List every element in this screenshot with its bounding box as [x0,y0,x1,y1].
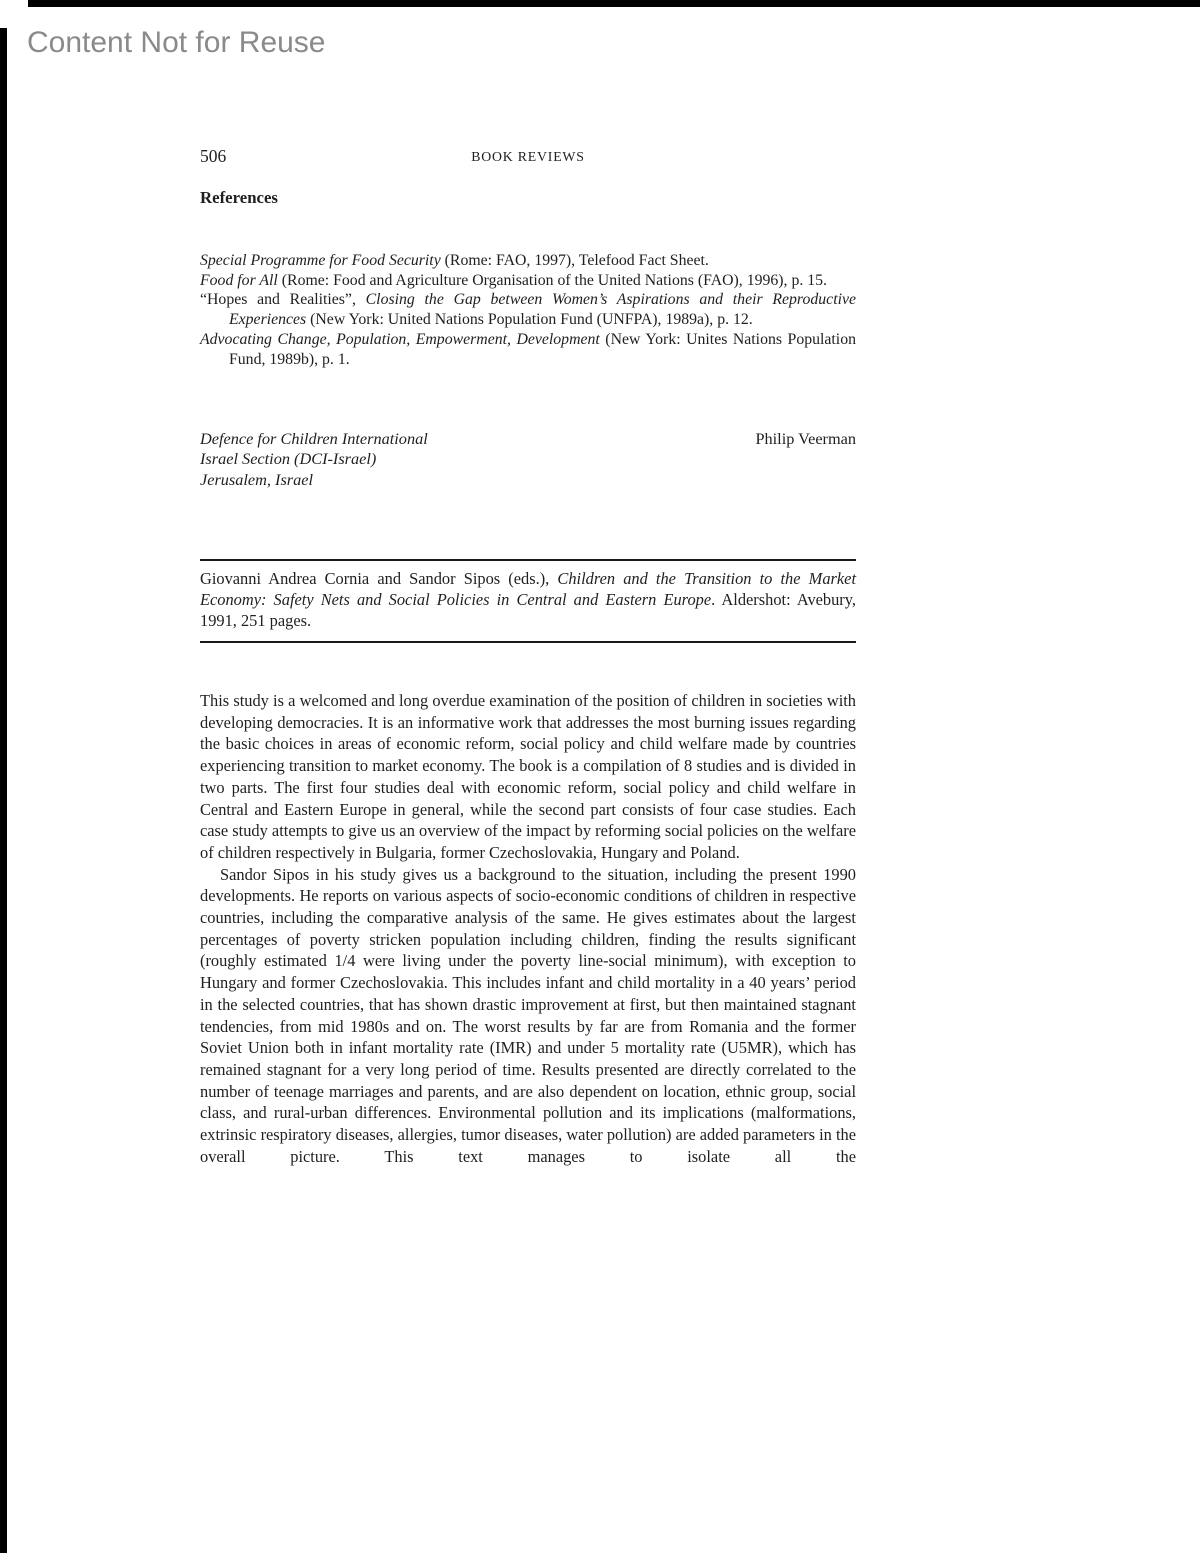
scan-edge-left [0,28,7,1553]
book-citation-block [200,559,856,643]
references-list [200,251,856,369]
affiliation-line: Jerusalem, Israel [200,469,314,489]
text-column [200,0,856,1553]
reviewer-name: Philip Veerman [755,429,856,448]
reference-entry: Special Programme for Food Security (Rome: FAO, 1997), Telefood Fact Sheet. [200,252,709,269]
reviewer-signature-block [200,429,856,490]
reference-entry: Food for All (Rome: Food and Agriculture Organisation of the United Nations (FAO), 1996), p. 15. [200,271,827,289]
review-paragraph: Sandor Sipos in his study gives us a background to the situation, including the present 1990 developments. He reports on various aspects of socio-economic conditions of children in respective countries, including the comparative analysis of the same. He gives estimates about the largest percentages of poverty stricken population including children, finding the results significant (roughly estimated 1/4 were living under the poverty line-social minimum), with exception to Hungary and former Czechoslovakia. This includes infant and child mortality in a 40 years’ period in the selected countries, that has shown drastic improvement at first, but then maintained stagnant tendencies, from mid 1980s and on. The worst results by far are from Romania and the former Soviet Union both in infant mortality rate (IMR) and under 5 mortality rate (U5MR), which has remained stagnant for a very long period of time. Results presented are directly correlated to the number of teenage marriages and parents, and are also dependent on location, ethnic group, social class, and rural-urban differences. Environmental pollution and its implications (malformations, extrinsic respiratory diseases, allergies, tumor diseases, water pollution) are added parameters in the overall picture. This text manages to isolate all the [200,864,856,1166]
reference-entry: “Hopes and Realities”, Closing the Gap between Women’s Aspirations and their Reproductive Experiences (New York: United Nations Population Fund (UNFPA), 1989a), p. 12. [200,291,856,329]
review-paragraph: This study is a welcomed and long overdue examination of the position of children in societies with developing democracies. It is an informative work that addresses the most burning issues regarding the basic choices in areas of economic reform, social policy and child welfare made by countries experiencing transition to market economy. The book is a compilation of 8 studies and is divided in two parts. The first four studies deal with economic reform, social policy and child welfare in Central and Eastern Europe in general, while the second part consists of four case studies. Each case study attempts to give us an overview of the impact by reforming social policies on the welfare of children respectively in Bulgaria, former Czechoslovakia, Hungary and Poland. [200,691,856,862]
watermark-text: Content Not for Reuse [27,26,326,59]
page-number: 506 [200,146,227,166]
running-header [200,146,856,168]
reference-entry: Advocating Change, Population, Empowerment, Development (New York: Unites Nations Population Fund, 1989b), p. 1. [200,330,856,368]
affiliation-line: Defence for Children International [200,429,428,448]
review-body [200,690,856,1167]
running-head-title: BOOK REVIEWS [471,149,585,164]
affiliation-line: Israel Section (DCI-Israel) [200,449,377,469]
references-heading: References [200,188,278,207]
book-citation: Giovanni Andrea Cornia and Sandor Sipos (eds.), Children and the Transition to the Market Economy: Safety Nets and Social Policies in Central and Eastern Europe. Aldershot: Avebury, 1991, 251 pages. [200,569,856,630]
